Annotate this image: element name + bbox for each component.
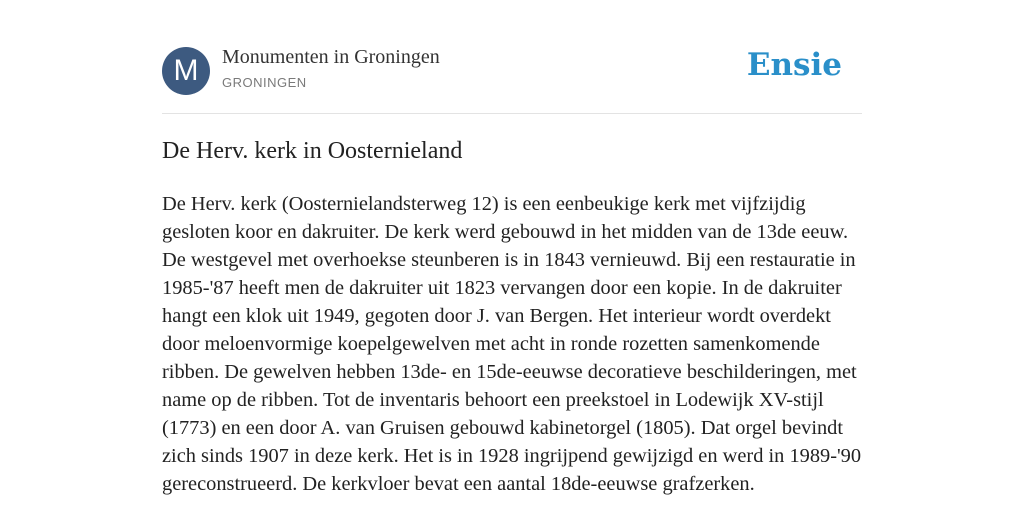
article-paragraph: De Herv. kerk (Oosternielandsterweg 12) is een eenbeukige kerk met vijfzijdig gesloten koor en dakruiter. De kerk werd gebouwd in het midden van de 13de eeuw. De westgevel met overhoekse steunberen is in 1843 vernieuwd. Bij een restauratie in 1985-'87 heeft men de dakruiter uit 1823 vervangen door een kopie. In de dakruiter hangt een klok uit 1949, gegoten door J. van Bergen. Het interieur wordt overdekt door meloenvormige koepelgewelven met acht in ronde rozetten samenkomende ribben. De gewelven hebben 13de- en 15de-eeuwse decoratieve beschilderingen, met name op de ribben. Tot de inventaris behoort een preekstoel in Lodewijk XV-stijl (1773) en een door A. van Gruisen gebouwd kabinetorgel (1805). Dat orgel bevindt zich sinds 1907 in deze kerk. Het is in 1928 ingrijpend gewijzigd en werd in 1989-'90 gereconstrueerd. De kerkvloer bevat een aantal 18de-eeuwse grafzerken. — [162, 193, 862, 495]
page-container — [162, 0, 862, 495]
article-title: De Herv. kerk in Oosternieland — [162, 138, 463, 164]
avatar[interactable]: M — [162, 47, 210, 95]
header — [162, 0, 862, 114]
brand-logo[interactable]: Ensie — [746, 47, 842, 83]
article-body — [162, 190, 862, 498]
source-subtitle: GRONINGEN — [222, 75, 307, 90]
source-title[interactable]: Monumenten in Groningen — [222, 46, 440, 68]
